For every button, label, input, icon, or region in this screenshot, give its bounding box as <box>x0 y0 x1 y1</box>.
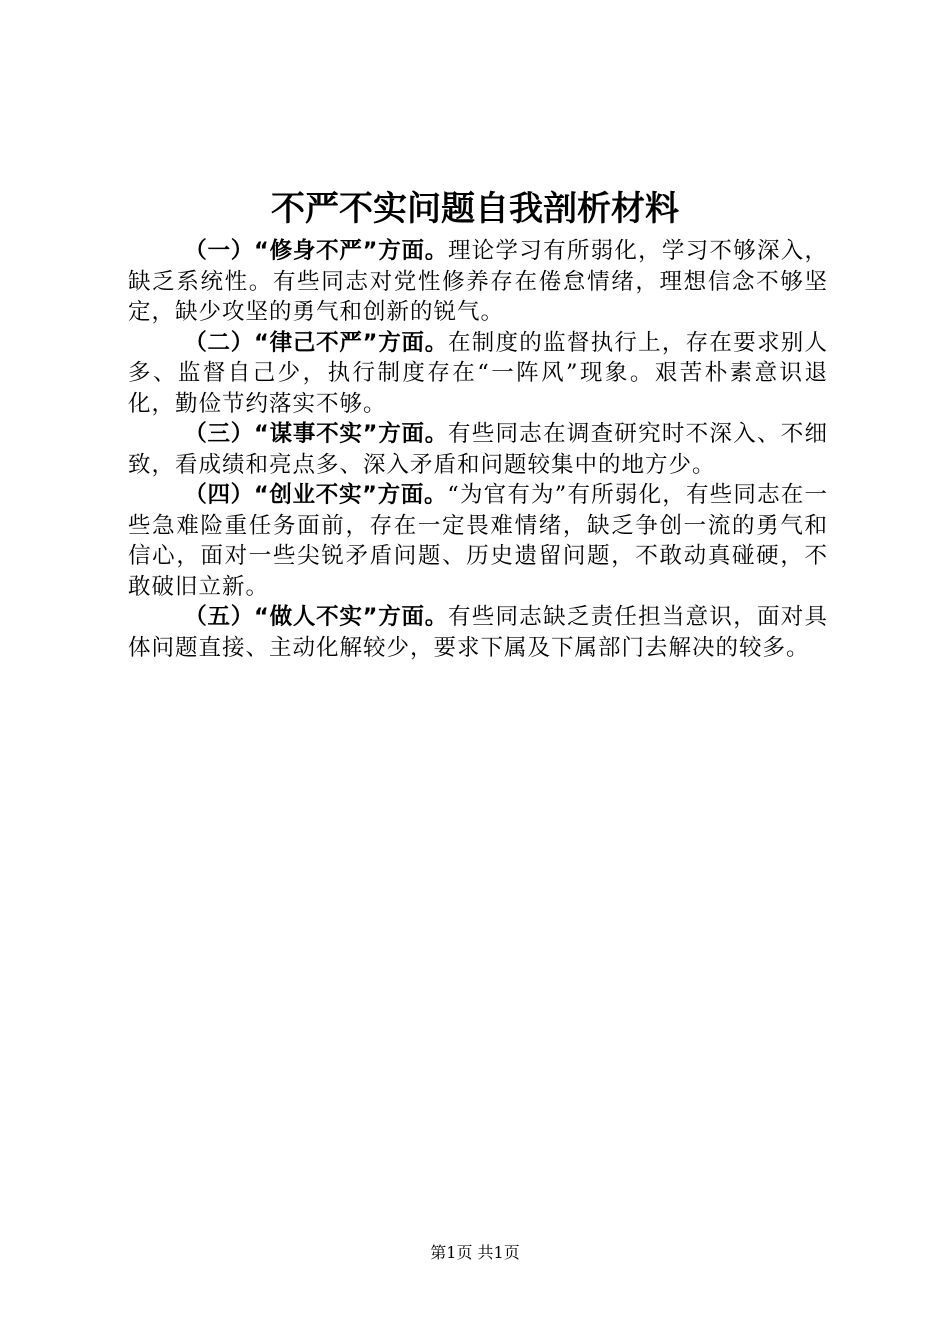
paragraph-text: “为官有为”有所弱化，有些同志在一些急难险重任务面前，存在一定畏难情绪，缺乏争创一流的勇气和信心，面对一些尖锐矛盾问题、历史遗留问题，不敢动真碰硬，不敢破旧立新。 <box>128 482 828 600</box>
paragraph-3 <box>128 419 828 480</box>
paragraph-text: 有些同志缺乏责任担当意识，面对具体问题直接、主动化解较少，要求下属及下属部门去解决的较多。 <box>128 604 828 661</box>
document-body <box>128 236 828 663</box>
paragraph-1 <box>128 236 828 328</box>
paragraph-text: 在制度的监督执行上，存在要求别人多、监督自己少，执行制度存在“一阵风”现象。艰苦朴素意识退化，勤俭节约落实不够。 <box>128 329 828 417</box>
document-title: 不严不实问题自我剖析材料 <box>271 189 679 229</box>
paragraph-2 <box>128 328 828 420</box>
paragraph-heading: （四）“创业不实”方面。 <box>184 482 448 508</box>
paragraph-heading: （三）“谋事不实”方面。 <box>184 421 449 447</box>
paragraph-5 <box>128 602 828 663</box>
paragraph-text: 理论学习有所弱化，学习不够深入，缺乏系统性。有些同志对党性修养存在倦怠情绪，理想信念不够坚定，缺少攻坚的勇气和创新的锐气。 <box>128 238 828 325</box>
paragraph-heading: （一）“修身不严”方面。 <box>184 238 449 264</box>
paragraph-4 <box>128 480 828 602</box>
paragraph-heading: （二）“律己不严”方面。 <box>184 329 449 356</box>
page-footer: 第1页 共1页 <box>430 1243 520 1262</box>
paragraph-heading: （五）“做人不实”方面。 <box>184 604 449 630</box>
paragraph-text: 有些同志在调查研究时不深入、不细致，看成绩和亮点多、深入矛盾和问题较集中的地方少。 <box>128 421 828 478</box>
